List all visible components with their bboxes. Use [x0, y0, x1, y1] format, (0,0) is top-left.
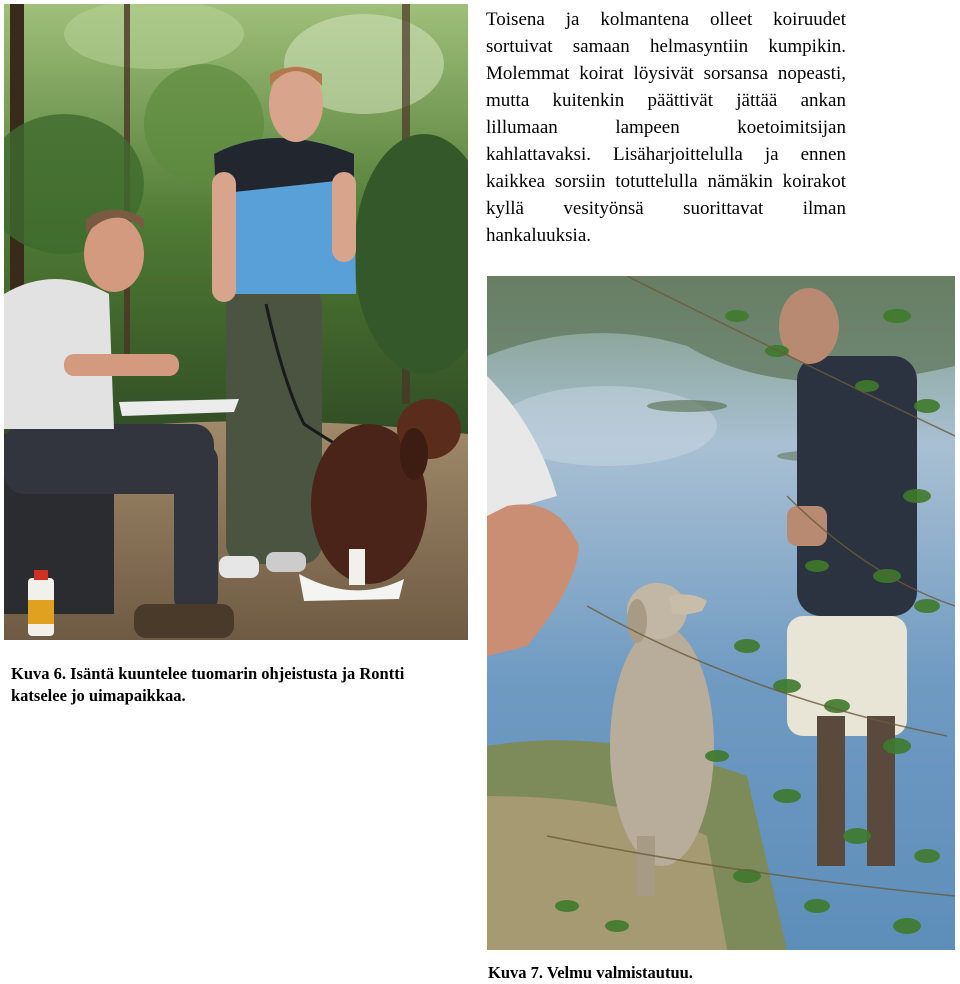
figure-caption-6: Kuva 6. Isäntä kuuntelee tuomarin ohjeistusta ja Rontti katselee jo uimapaikkaa.: [11, 664, 405, 705]
article-text: [486, 6, 846, 249]
photo-dog-at-pond-image: [487, 276, 955, 950]
photo-judge-and-dog: [4, 4, 468, 640]
photo-judge-and-dog-image: [4, 4, 468, 640]
photo-dog-at-pond: [487, 276, 955, 950]
figure-caption-7: Kuva 7. Velmu valmistautuu.: [488, 963, 693, 982]
article-paragraph: Toisena ja kolmantena olleet koiruudet sortuivat samaan helmasyntiin kumpikin. Molemmat koirat löysivät sorsansa nopeasti, mutta kuitenkin päättivät jättää ankan lillumaan lampeen koetoimitsijan kahlattavaksi. Lisäharjoittelulla ja ennen kaikkea sorsiin totuttelulla nämäkin koirakot kyllä vesityönsä suorittavat ilman hankaluuksia.: [486, 9, 846, 246]
